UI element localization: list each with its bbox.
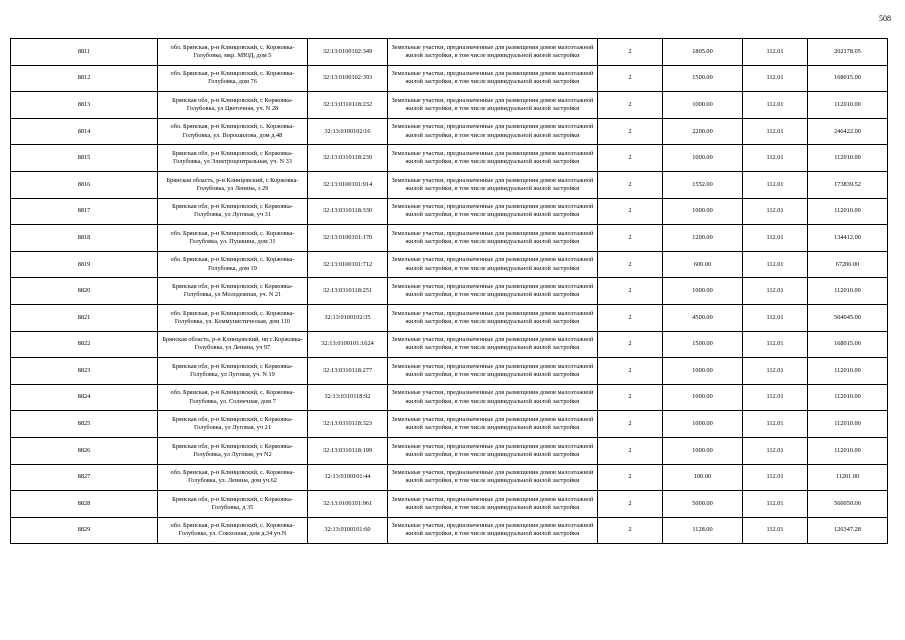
cadastral-value-cell: 67206.00 (808, 251, 888, 278)
group-cell: 2 (598, 145, 663, 172)
group-cell: 2 (598, 517, 663, 544)
cadastral-value-cell: 112010.00 (808, 92, 888, 119)
cadastral-value-cell: 168015.00 (808, 65, 888, 92)
area-cell: 2200.00 (663, 118, 743, 145)
row-number-cell: 8829 (11, 517, 158, 544)
cadastral-value-cell: 112010.00 (808, 145, 888, 172)
address-cell: Брянская обл, р-н Клинцовский, с Коржовка-Голубовка, ул Луговая, уч. N 19 (158, 358, 308, 385)
group-cell: 2 (598, 198, 663, 225)
land-use-cell: Земельные участки, предназначенные для размещения домов малоэтажной жилой застройки, в том числе индивидуальной жилой застройки (388, 304, 598, 331)
rate-cell: 112.01 (743, 304, 808, 331)
rate-cell: 112.01 (743, 517, 808, 544)
cadastral-value-cell: 134412.00 (808, 225, 888, 252)
row-number-cell: 8828 (11, 491, 158, 518)
rate-cell: 112.01 (743, 65, 808, 92)
table-row (11, 198, 888, 225)
land-use-cell: Земельные участки, предназначенные для размещения домов малоэтажной жилой застройки, в том числе индивидуальной жилой застройки (388, 464, 598, 491)
cadastral-number-cell: 32:13:0100101:1624 (308, 331, 388, 358)
page-number: 508 (879, 14, 891, 23)
group-cell: 2 (598, 65, 663, 92)
row-number-cell: 8815 (11, 145, 158, 172)
land-use-cell: Земельные участки, предназначенные для размещения домов малоэтажной жилой застройки, в том числе индивидуальной жилой застройки (388, 411, 598, 438)
group-cell: 2 (598, 384, 663, 411)
rate-cell: 112.01 (743, 39, 808, 66)
cadastral-number-cell: 32:13:0100102:35 (308, 304, 388, 331)
row-number-cell: 8821 (11, 304, 158, 331)
table-row (11, 437, 888, 464)
address-cell: обл. Брянская, р-н Клинцовский, с. Коржовка-Голубовка, мкр. МЮД, дом 5 (158, 39, 308, 66)
group-cell: 2 (598, 331, 663, 358)
cadastral-number-cell: 32:13:0310118:251 (308, 278, 388, 305)
cadastral-number-cell: 32:13:0100101:914 (308, 171, 388, 198)
table-row (11, 491, 888, 518)
row-number-cell: 8824 (11, 384, 158, 411)
table-body (11, 39, 888, 544)
cadastral-number-cell: 32:13:0100102:16 (308, 118, 388, 145)
cadastral-value-cell: 112010.00 (808, 198, 888, 225)
rate-cell: 112.01 (743, 331, 808, 358)
table-row (11, 278, 888, 305)
table-row (11, 517, 888, 544)
row-number-cell: 8811 (11, 39, 158, 66)
area-cell: 1000.00 (663, 411, 743, 438)
row-number-cell: 8825 (11, 411, 158, 438)
land-use-cell: Земельные участки, предназначенные для размещения домов малоэтажной жилой застройки, в том числе индивидуальной жилой застройки (388, 331, 598, 358)
area-cell: 1000.00 (663, 92, 743, 119)
address-cell: Брянская область, р-н Клинцовский, с Коржовка-Голубовка, ул Ленина, з 29 (158, 171, 308, 198)
rate-cell: 112.01 (743, 198, 808, 225)
rate-cell: 112.01 (743, 491, 808, 518)
address-cell: обл. Брянская, р-н Клинцовский, с. Коржовка-Голубовка, дом 76 (158, 65, 308, 92)
cadastral-number-cell: 32:13:0310118:92 (308, 384, 388, 411)
area-cell: 1000.00 (663, 198, 743, 225)
address-cell: обл. Брянская, р-н Клинцовский, с. Коржовка-Голубовка, ул. Коммунистическая, дом 110 (158, 304, 308, 331)
land-use-cell: Земельные участки, предназначенные для размещения домов малоэтажной жилой застройки, в том числе индивидуальной жилой застройки (388, 198, 598, 225)
row-number-cell: 8816 (11, 171, 158, 198)
rate-cell: 112.01 (743, 92, 808, 119)
group-cell: 2 (598, 225, 663, 252)
table-row (11, 384, 888, 411)
area-cell: 600.00 (663, 251, 743, 278)
group-cell: 2 (598, 464, 663, 491)
address-cell: обл. Брянская, р-н Клинцовский, с. Коржовка-Голубовка, ул. Ворошилова, дом д.48 (158, 118, 308, 145)
table-row (11, 65, 888, 92)
area-cell: 1805.00 (663, 39, 743, 66)
cadastral-value-cell: 168015.00 (808, 331, 888, 358)
land-use-cell: Земельные участки, предназначенные для размещения домов малоэтажной жилой застройки, в том числе индивидуальной жилой застройки (388, 278, 598, 305)
land-use-cell: Земельные участки, предназначенные для размещения домов малоэтажной жилой застройки, в том числе индивидуальной жилой застройки (388, 118, 598, 145)
land-use-cell: Земельные участки, предназначенные для размещения домов малоэтажной жилой застройки, в том числе индивидуальной жилой застройки (388, 225, 598, 252)
row-number-cell: 8812 (11, 65, 158, 92)
table-row (11, 464, 888, 491)
row-number-cell: 8819 (11, 251, 158, 278)
row-number-cell: 8817 (11, 198, 158, 225)
address-cell: Брянская обл, р-н Клинцовский, с Коржовка-Голубовка, д 35 (158, 491, 308, 518)
area-cell: 1128.00 (663, 517, 743, 544)
group-cell: 2 (598, 304, 663, 331)
row-number-cell: 8827 (11, 464, 158, 491)
address-cell: Брянская обл, р-н Клинцовский, с Коржовка-Голубовка, ул Электроцентральная, уч. N 33 (158, 145, 308, 172)
cadastral-value-cell: 112010.00 (808, 411, 888, 438)
group-cell: 2 (598, 437, 663, 464)
area-cell: 1000.00 (663, 437, 743, 464)
cadastral-value-cell: 11201.00 (808, 464, 888, 491)
cadastral-value-cell: 560050.00 (808, 491, 888, 518)
group-cell: 2 (598, 171, 663, 198)
cadastral-number-cell: 32:13:0100101:60 (308, 517, 388, 544)
group-cell: 2 (598, 39, 663, 66)
address-cell: обл. Брянская, р-н Клинцовский, с. Коржовка-Голубовка, дом 19 (158, 251, 308, 278)
cadastral-value-cell: 112010.00 (808, 358, 888, 385)
row-number-cell: 8823 (11, 358, 158, 385)
land-use-cell: Земельные участки, предназначенные для размещения домов малоэтажной жилой застройки, в том числе индивидуальной жилой застройки (388, 145, 598, 172)
cadastral-value-cell: 246422.00 (808, 118, 888, 145)
area-cell: 1000.00 (663, 145, 743, 172)
row-number-cell: 8818 (11, 225, 158, 252)
area-cell: 1500.00 (663, 65, 743, 92)
cadastral-value-cell: 173839.52 (808, 171, 888, 198)
address-cell: Брянская обл, р-н Клинцовский, с Коржовка-Голубовка, ул Луговая, уч N2 (158, 437, 308, 464)
rate-cell: 112.01 (743, 384, 808, 411)
cadastral-value-cell: 126347.28 (808, 517, 888, 544)
rate-cell: 112.01 (743, 145, 808, 172)
row-number-cell: 8814 (11, 118, 158, 145)
rate-cell: 112.01 (743, 251, 808, 278)
group-cell: 2 (598, 491, 663, 518)
address-cell: Брянская обл, р-н Клинцовский, с Коржовка-Голубовка, ул Молодежная, уч. N 21 (158, 278, 308, 305)
rate-cell: 112.01 (743, 118, 808, 145)
rate-cell: 112.01 (743, 411, 808, 438)
rate-cell: 112.01 (743, 171, 808, 198)
table-row (11, 171, 888, 198)
rate-cell: 112.01 (743, 464, 808, 491)
address-cell: обл. Брянская, р-н Клинцовский, с. Коржовка-Голубовка, ул. Ленина, дом уч.62 (158, 464, 308, 491)
cadastral-number-cell: 32:13:0310118:323 (308, 411, 388, 438)
table-row (11, 251, 888, 278)
rate-cell: 112.01 (743, 358, 808, 385)
table-row (11, 92, 888, 119)
table-row (11, 358, 888, 385)
cadastral-number-cell: 32:13:0310118:232 (308, 92, 388, 119)
area-cell: 1000.00 (663, 358, 743, 385)
address-cell: Брянская обл, р-н Клинцовский, с Коржовка-Голубовка, ул Цветочная, уч. N 28 (158, 92, 308, 119)
table-row (11, 411, 888, 438)
row-number-cell: 8813 (11, 92, 158, 119)
table-row (11, 304, 888, 331)
table-row (11, 331, 888, 358)
land-use-cell: Земельные участки, предназначенные для размещения домов малоэтажной жилой застройки, в том числе индивидуальной жилой застройки (388, 358, 598, 385)
cadastral-value-cell: 112010.00 (808, 437, 888, 464)
area-cell: 1000.00 (663, 278, 743, 305)
land-use-cell: Земельные участки, предназначенные для размещения домов малоэтажной жилой застройки, в том числе индивидуальной жилой застройки (388, 251, 598, 278)
group-cell: 2 (598, 278, 663, 305)
cadastral-number-cell: 32:13:0100102:393 (308, 65, 388, 92)
cadastral-value-cell: 202178.05 (808, 39, 888, 66)
group-cell: 2 (598, 118, 663, 145)
cadastral-number-cell: 32:13:0100101:44 (308, 464, 388, 491)
address-cell: Брянская область, р-н Клинцовский, нп с.Коржовка-Голубовка, ул Ленина, уч 97 (158, 331, 308, 358)
table-row (11, 39, 888, 66)
address-cell: обл. Брянская, р-н Клинцовский, с. Коржовка-Голубовка, ул. Пушкина, дом 31 (158, 225, 308, 252)
cadastral-number-cell: 32:13:0100101:712 (308, 251, 388, 278)
land-use-cell: Земельные участки, предназначенные для размещения домов малоэтажной жилой застройки, в том числе индивидуальной жилой застройки (388, 65, 598, 92)
cadastral-value-cell: 112010.00 (808, 384, 888, 411)
rate-cell: 112.01 (743, 225, 808, 252)
table-row (11, 145, 888, 172)
cadastral-value-cell: 112010.00 (808, 278, 888, 305)
address-cell: обл. Брянская, р-н Клинцовский, с. Коржовка-Голубовка, ул. Солнечная, дом 7 (158, 384, 308, 411)
cadastral-number-cell: 32:13:0310118:239 (308, 145, 388, 172)
area-cell: 100.00 (663, 464, 743, 491)
land-use-cell: Земельные участки, предназначенные для размещения домов малоэтажной жилой застройки, в том числе индивидуальной жилой застройки (388, 491, 598, 518)
cadastral-number-cell: 32:13:0100101:961 (308, 491, 388, 518)
group-cell: 2 (598, 358, 663, 385)
row-number-cell: 8826 (11, 437, 158, 464)
address-cell: Брянская обл, р-н Клинцовский, с Коржовка-Голубовка, ул Луговая, уч 21 (158, 411, 308, 438)
group-cell: 2 (598, 92, 663, 119)
cadastral-number-cell: 32:13:0100102:349 (308, 39, 388, 66)
land-use-cell: Земельные участки, предназначенные для размещения домов малоэтажной жилой застройки, в том числе индивидуальной жилой застройки (388, 92, 598, 119)
land-use-cell: Земельные участки, предназначенные для размещения домов малоэтажной жилой застройки, в том числе индивидуальной жилой застройки (388, 517, 598, 544)
group-cell: 2 (598, 411, 663, 438)
row-number-cell: 8820 (11, 278, 158, 305)
area-cell: 1200.00 (663, 225, 743, 252)
cadastral-value-cell: 504045.00 (808, 304, 888, 331)
rate-cell: 112.01 (743, 278, 808, 305)
land-use-cell: Земельные участки, предназначенные для размещения домов малоэтажной жилой застройки, в том числе индивидуальной жилой застройки (388, 437, 598, 464)
area-cell: 1500.00 (663, 331, 743, 358)
cadastral-number-cell: 32:13:0310118:330 (308, 198, 388, 225)
land-registry-table (10, 38, 888, 544)
rate-cell: 112.01 (743, 437, 808, 464)
row-number-cell: 8822 (11, 331, 158, 358)
land-use-cell: Земельные участки, предназначенные для размещения домов малоэтажной жилой застройки, в том числе индивидуальной жилой застройки (388, 171, 598, 198)
address-cell: Брянская обл, р-н Клинцовский, с Коржовка-Голубовка, ул Луговая, уч 31 (158, 198, 308, 225)
table-row (11, 225, 888, 252)
cadastral-number-cell: 32:13:0310118:199 (308, 437, 388, 464)
table-row (11, 118, 888, 145)
group-cell: 2 (598, 251, 663, 278)
area-cell: 1000.00 (663, 384, 743, 411)
land-use-cell: Земельные участки, предназначенные для размещения домов малоэтажной жилой застройки, в том числе индивидуальной жилой застройки (388, 384, 598, 411)
cadastral-number-cell: 32:13:0310118:277 (308, 358, 388, 385)
cadastral-number-cell: 32:13:0100101:170 (308, 225, 388, 252)
land-use-cell: Земельные участки, предназначенные для размещения домов малоэтажной жилой застройки, в том числе индивидуальной жилой застройки (388, 39, 598, 66)
area-cell: 1552.00 (663, 171, 743, 198)
area-cell: 5000.00 (663, 491, 743, 518)
area-cell: 4500.00 (663, 304, 743, 331)
address-cell: обл. Брянская, р-н Клинцовский, с. Коржовка-Голубовка, ул. Совхозная, дом д.34 уч.N (158, 517, 308, 544)
